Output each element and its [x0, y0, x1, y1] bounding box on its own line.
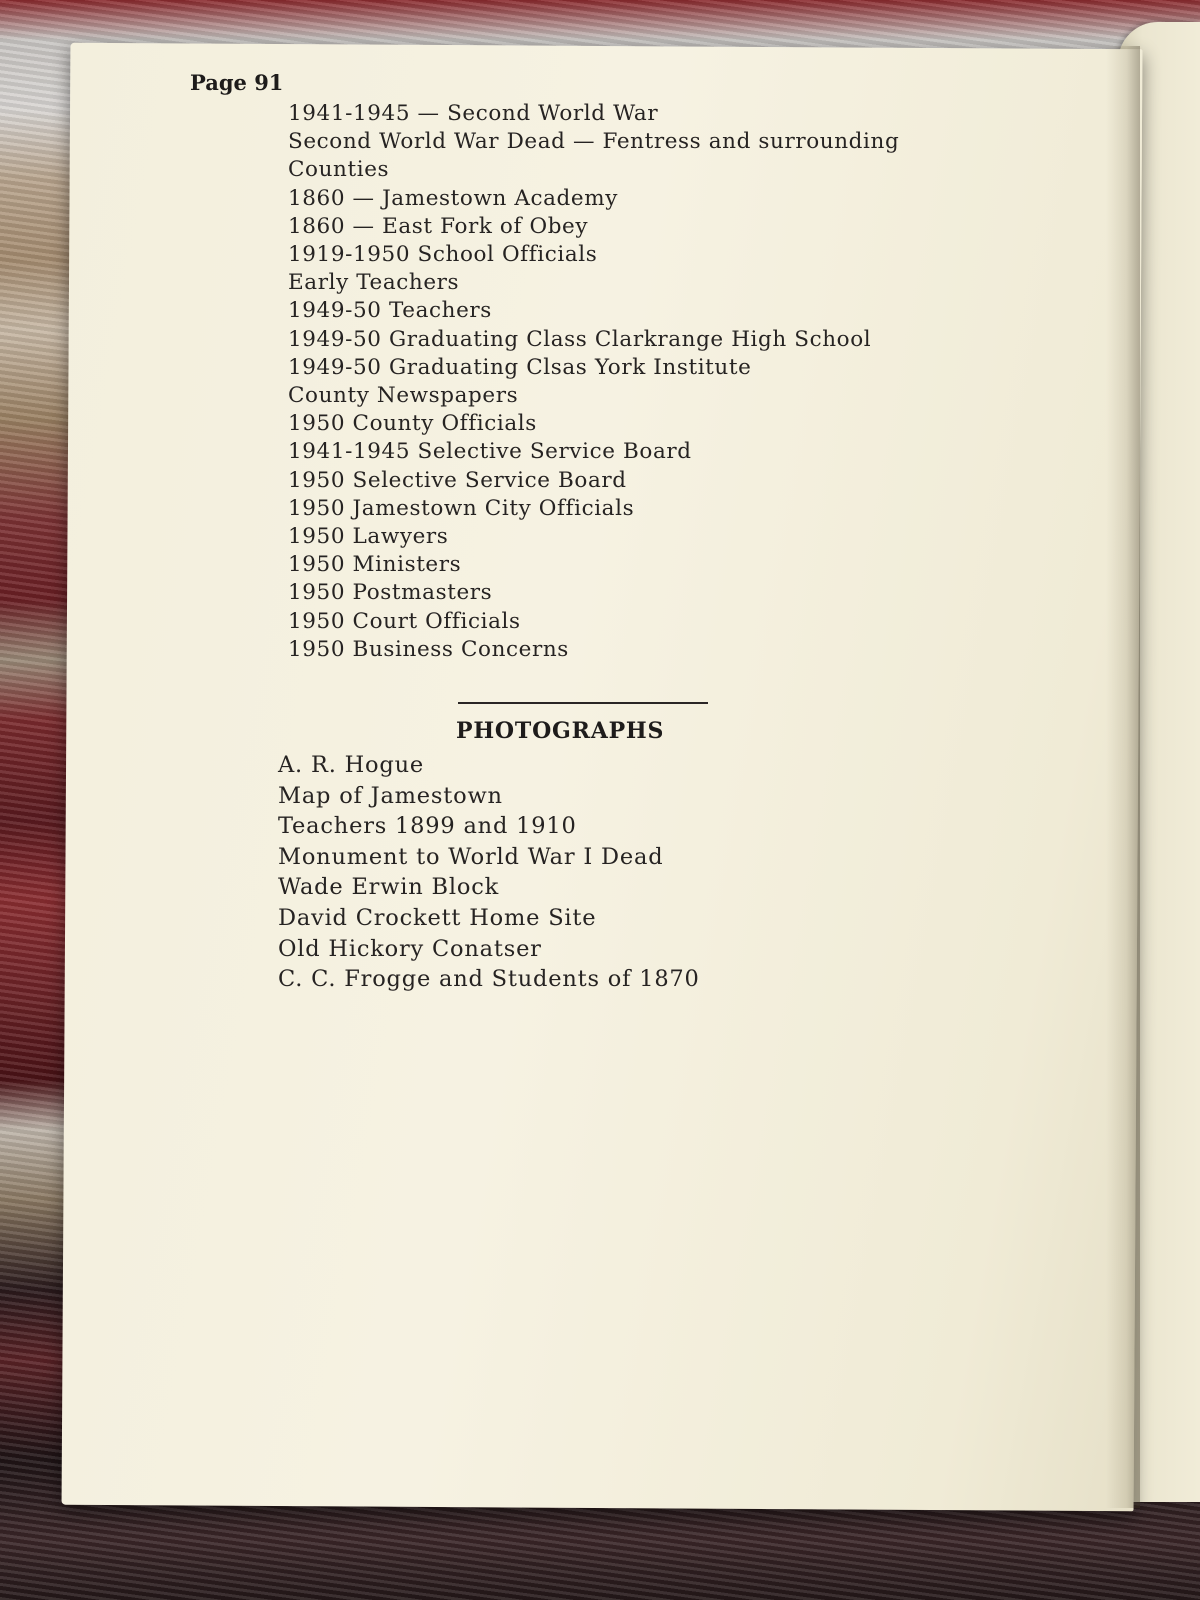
contents-list [288, 100, 988, 664]
contents-item: 1950 Postmasters [288, 580, 493, 606]
photograph-item: Map of Jamestown [278, 782, 503, 809]
contents-item: 1950 Jamestown City Officials [288, 495, 635, 521]
section-divider [458, 702, 708, 704]
photograph-item: Wade Erwin Block [278, 874, 500, 901]
photograph-item: David Crockett Home Site [278, 904, 597, 931]
contents-item: 1941-1945 Selective Service Board [288, 439, 692, 465]
contents-item: 1950 Selective Service Board [288, 467, 627, 493]
photograph-item: Old Hickory Conatser [278, 935, 542, 962]
page-number-label: Page 91 [190, 70, 284, 95]
contents-item: County Newspapers [288, 383, 519, 409]
contents-item: 1949-50 Graduating Clsas York Institute [288, 354, 752, 380]
contents-item: 1950 Court Officials [288, 608, 521, 634]
photograph-item: A. R. Hogue [278, 752, 424, 778]
photographs-heading: PHOTOGRAPHS [456, 718, 665, 744]
contents-item: 1950 Ministers [288, 552, 462, 578]
contents-item: 1949-50 Graduating Class Clarkrange High School [288, 326, 872, 352]
contents-item: Second World War Dead — Fentress and surrounding [288, 129, 900, 155]
contents-item: 1860 — East Fork of Obey [288, 213, 589, 239]
contents-item: 1950 Lawyers [288, 524, 449, 550]
contents-item: 1941-1945 — Second World War [288, 101, 659, 126]
contents-item: 1919-1950 School Officials [288, 242, 598, 268]
photograph-item: C. C. Frogge and Students of 1870 [278, 966, 700, 993]
photograph-item: Monument to World War I Dead [278, 843, 664, 870]
contents-item: Counties [288, 157, 390, 183]
contents-item: 1950 County Officials [288, 411, 537, 437]
contents-item: 1950 Business Concerns [288, 636, 569, 662]
contents-item: 1860 — Jamestown Academy [288, 185, 618, 211]
contents-item: 1949-50 Teachers [288, 298, 492, 324]
photographs-list [278, 750, 978, 995]
contents-item: Early Teachers [288, 270, 460, 296]
photograph-item: Teachers 1899 and 1910 [278, 813, 577, 840]
